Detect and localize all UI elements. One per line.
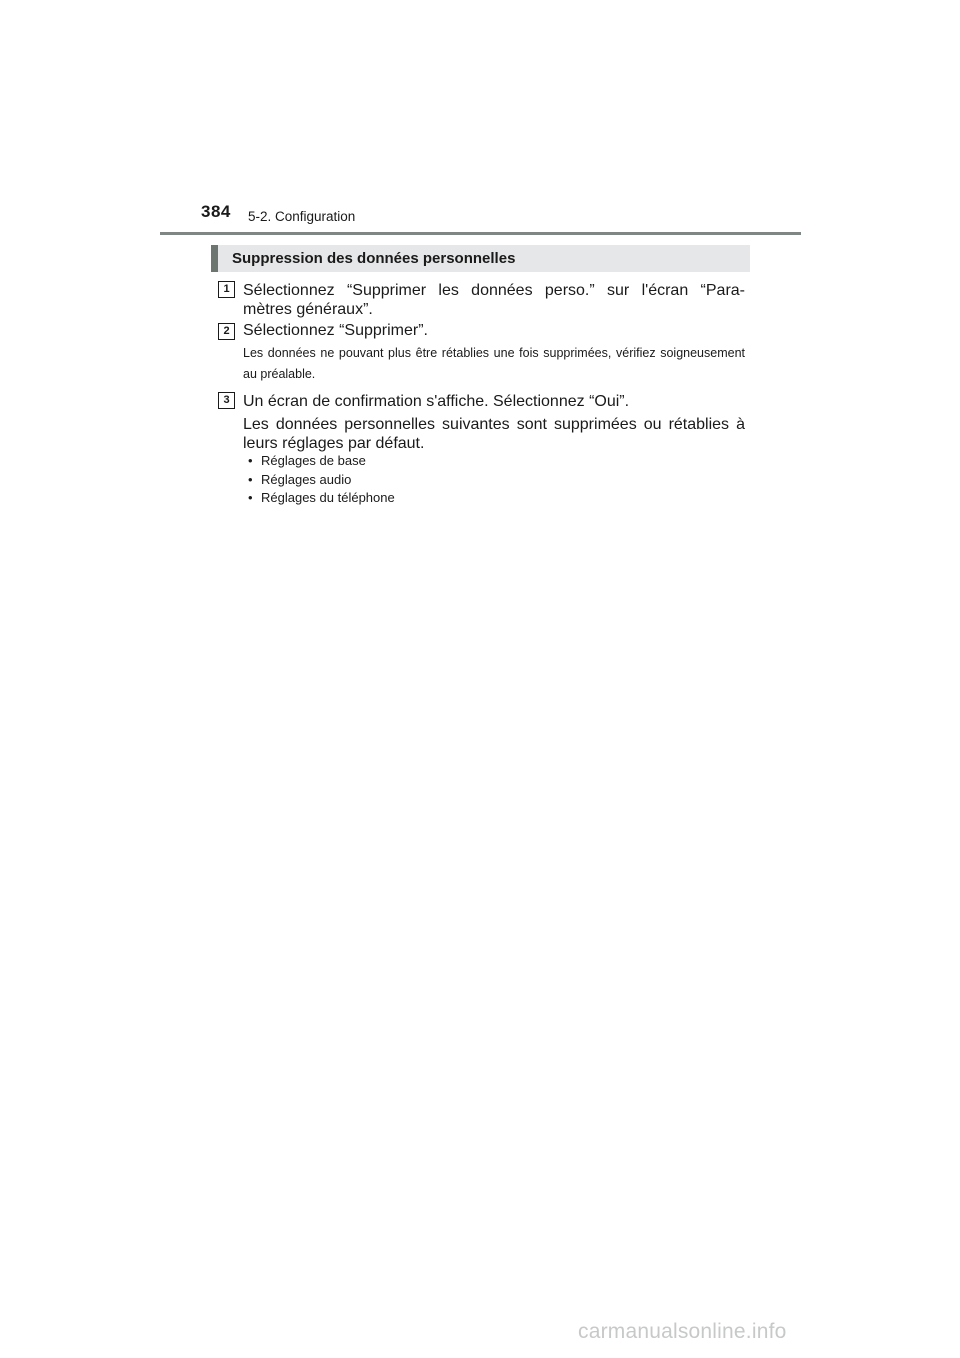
header-divider [160,232,801,235]
step-2-number: 2 [218,323,235,340]
list-item: • Réglages de base [248,453,366,468]
step-3-description: Les données personnelles suivantes sont supprimées ou rétablies à leurs réglages par défaut. [243,416,745,452]
reset-settings-list [248,452,395,508]
section-reference: 5-2. Configuration [248,209,356,224]
step-1-text [243,281,745,319]
section-heading-box [211,245,750,272]
step-1-line-1: Sélectionnez “Supprimer les données perso.” sur l'écran “Para- [243,282,745,299]
list-item: • Réglages du téléphone [248,490,395,505]
step-3-text: Un écran de confirmation s'affiche. Sélectionnez “Oui”. [243,393,630,410]
list-item: • Réglages audio [248,471,352,487]
step-3-number: 3 [218,392,235,409]
list-item-label: Réglages audio [261,471,352,487]
watermark: carmanualsonline.info [578,1320,787,1343]
step-2-note: Les données ne pouvant plus être rétablies une fois supprimées, vérifiez soigneusement au préalable. [243,346,745,381]
step-1-number: 1 [218,281,235,298]
list-item-label: Réglages du téléphone [261,490,395,505]
section-title: Suppression des données personnelles [232,250,516,267]
step-1-line-2: mètres généraux”. [243,301,373,318]
step-2-text: Sélectionnez “Supprimer”. [243,322,428,339]
page-number: 384 [201,202,231,221]
list-item-label: Réglages de base [261,453,366,468]
